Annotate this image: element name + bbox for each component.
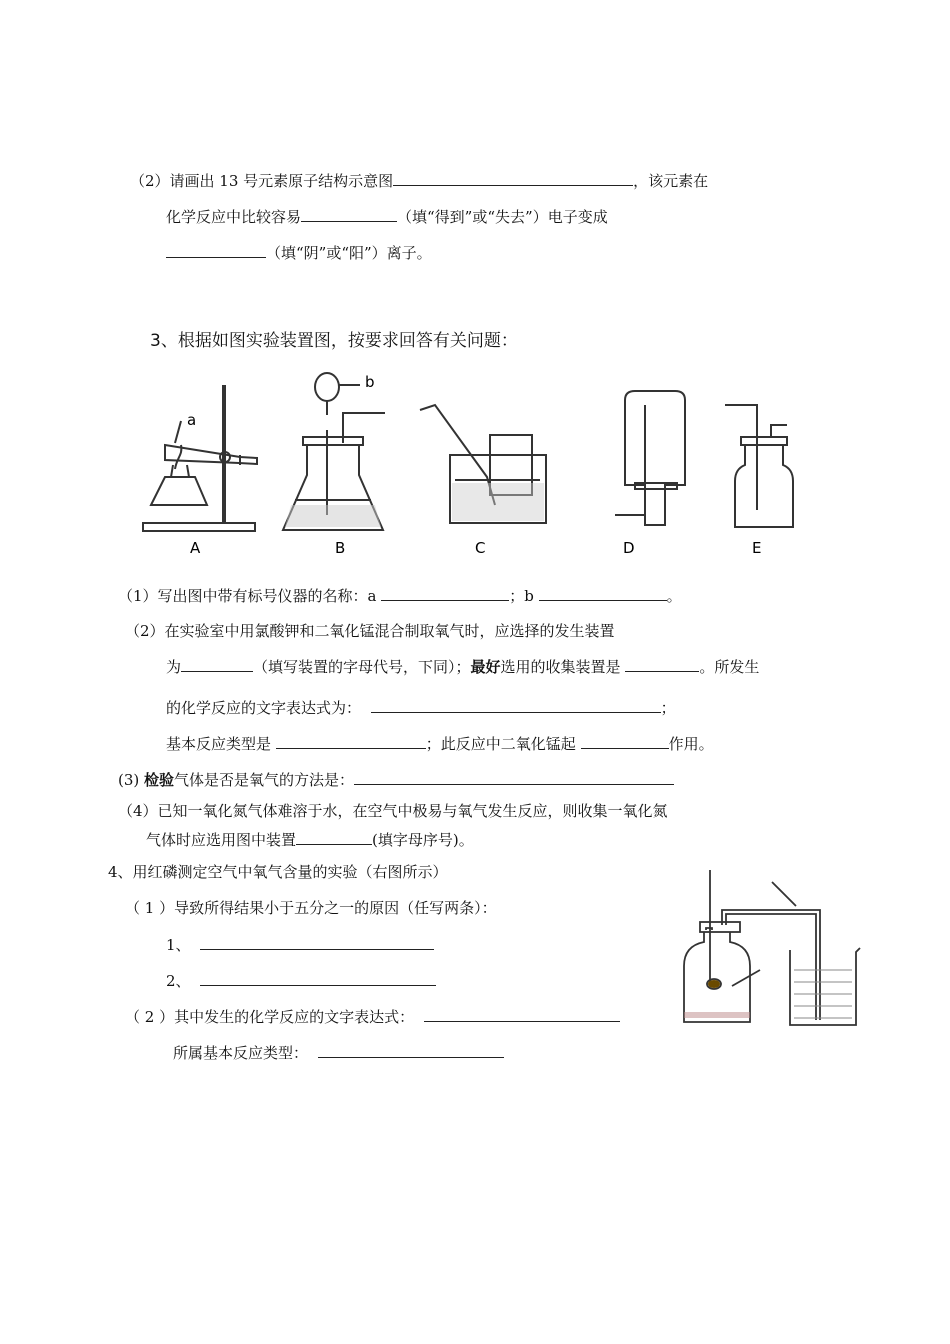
q3-part4-line1: （4）已知一氧化氮气体难溶于水，在空气中极易与氧气发生反应，则收集一氧化氮 [118,802,668,820]
q2-line2-text: 化学反应中比较容易 [166,208,302,226]
q4-item2 [166,970,436,991]
q2-line3-suffix: （填“阴”或“阳”）离子。 [266,244,432,262]
q2-line1-suffix: ，该元素在 [633,172,709,190]
q3-title: 3、根据如图实验装置图，按要求回答有关问题： [150,331,518,351]
q2-line2-suffix: （填“得到”或“失去”）电子变成 [397,208,608,226]
label-D: D [623,539,635,557]
answer-blank[interactable] [301,206,397,222]
answer-blank[interactable] [166,242,266,258]
text: 。所发生 [699,658,760,676]
answer-blank[interactable] [354,769,674,785]
q4-part2-type [173,1042,504,1063]
label-A: A [190,539,201,557]
answer-blank[interactable] [276,733,426,749]
bold-text: 检验 [144,771,175,789]
q3-part2-line3 [166,697,676,718]
q3-part1-mid: ；b [509,587,534,605]
answer-blank[interactable] [581,733,669,749]
q3-part4-line2 [146,829,474,850]
text: 基本反应类型是 [166,735,272,753]
text: 的化学反应的文字表达式为： [166,699,362,717]
q3-part3 [118,769,674,790]
phosphorus-apparatus-figure [672,870,862,1030]
label-E: E [752,539,762,557]
text: 为 [166,658,182,676]
q2-line1-text: （2）请画出 13 号元素原子结构示意图 [130,172,394,190]
answer-blank-a[interactable] [381,585,509,601]
label-B: B [335,539,346,557]
text: 作用。 [668,735,714,753]
text: (填字母序号)。 [372,831,474,849]
stand-base-A [143,523,255,531]
text: (3) [118,771,140,789]
answer-blank[interactable] [393,170,633,186]
q2-line1 [130,170,708,191]
q4-part2 [125,1006,620,1027]
q3-part1-end: 。 [666,587,682,605]
answer-blank[interactable] [625,656,699,672]
text: 气体时应选用图中装置 [146,831,297,849]
answer-blank[interactable] [296,829,372,845]
text: （填写装置的字母代号，下同）； [253,658,471,676]
bold-text: 最好 [470,658,501,676]
answer-blank[interactable] [181,656,253,672]
answer-blank[interactable] [318,1042,504,1058]
answer-blank[interactable] [371,697,661,713]
answer-blank[interactable] [200,934,434,950]
q3-part1 [118,585,682,606]
label-b: b [365,373,375,391]
text: 2、 [166,972,191,990]
answer-blank-b[interactable] [539,585,667,601]
q4-title: 4、用红磷测定空气中氧气含量的实验（右图所示） [108,863,448,881]
text: 1、 [166,936,191,954]
q4-part1: （ 1 ）导致所得结果小于五分之一的原因（任写两条）： [125,899,497,917]
text: 所属基本反应类型： [173,1044,309,1062]
q2-line3 [166,242,432,263]
text: ；此反应中二氧化锰起 [425,735,576,753]
q4-item1 [166,934,434,955]
label-C: C [475,539,486,557]
answer-blank[interactable] [424,1006,620,1022]
q3-part2-line1: （2）在实验室中用氯酸钾和二氧化锰混合制取氧气时，应选择的发生装置 [125,622,615,640]
q3-part2-line4 [166,733,714,754]
q3-part1-text: （1）写出图中带有标号仪器的名称：a [118,587,377,605]
text: 气体是否是氧气的方法是： [174,771,355,789]
text: （ 2 ）其中发生的化学反应的文字表达式： [125,1008,415,1026]
q2-line2 [166,206,608,227]
text: 选用的收集装置是 [500,658,621,676]
apparatus-figure [135,365,795,565]
label-a: a [187,411,197,429]
q3-part2-line2 [166,656,759,677]
text: ； [660,699,676,717]
answer-blank[interactable] [200,970,436,986]
